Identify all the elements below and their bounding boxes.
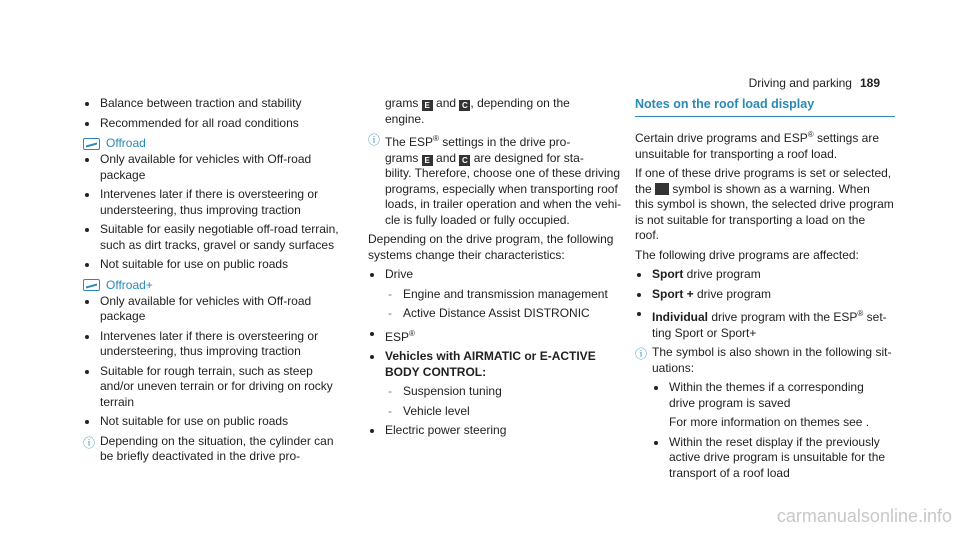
- note-cylinder: ⓘ Depending on the situation, the cylinder can be briefly deactivated in the drive pro-: [83, 433, 334, 463]
- list-item-cont: BODY CONTROL:: [385, 364, 487, 379]
- list-item: Only available for vehicles with Off-road: [83, 152, 353, 168]
- note-symbol: ⓘ The symbol is also shown in the following sit- uations: Within the themes if a corresponding drive program is saved For more information on themes see . Within the reset display if the previously active drive program is unsuitable for the transport of a roof load: [635, 345, 895, 481]
- c-key-icon: C: [459, 155, 470, 166]
- list-item: Electric power steering: [368, 423, 608, 439]
- list-item: Intervenes later if there is oversteering or: [83, 187, 353, 203]
- sub-item: - Active Distance Assist DISTRONIC: [368, 306, 608, 322]
- info-icon: ⓘ: [635, 347, 648, 361]
- list-item: Within the reset display if the previously: [652, 435, 895, 451]
- list-item: Not suitable for use on public roads: [83, 257, 353, 273]
- sub-item: - Suspension tuning: [368, 384, 608, 400]
- paragraph: Depending on the drive program, the following: [368, 232, 614, 246]
- list-item: Within the themes if a corresponding: [652, 380, 895, 396]
- list-item-cont: terrain: [100, 394, 135, 409]
- offroad-heading: Offroad: [83, 135, 353, 152]
- list-item-cont: and/or uneven terrain or for driving on rocky: [100, 379, 333, 393]
- list-item-cont: such as dirt tracks, gravel or sandy surfaces: [100, 237, 335, 252]
- list-item: Suitable for rough terrain, such as steep: [83, 364, 353, 380]
- list-item: Intervenes later if there is oversteering or: [83, 329, 353, 345]
- sub-item: - Engine and transmission management: [368, 287, 608, 303]
- page-number: 189: [859, 76, 880, 90]
- list-item: Not suitable for use on public roads: [83, 414, 353, 430]
- column-3: Notes on the roof load display Certain drive programs and ESP® settings are unsuitable for transporting a roof load. If one of these drive programs is set or selected, the symbol is shown as a warning. When this symbol is shown, the selected drive program is not suitable for transporting a load on the roof. The following drive programs are affected: Sport drive program Sport + drive program Individual drive program with the ESP® set- ting Sport or Sport+ ⓘ The symbol is also shown in the following sit- uations: Within the themes if a corresponding drive program is saved For more information on themes see . Within the reset display if the previously active drive program is unsuitable for the transport of a roof load: [635, 97, 894, 480]
- page-header: [749, 76, 880, 90]
- list-item: Individual drive program with the ESP® set-: [635, 306, 895, 326]
- list-item: Balance between traction and stability: [83, 96, 353, 112]
- sub-item: - Vehicle level: [368, 404, 608, 420]
- list-item: Recommended for all road conditions: [83, 116, 353, 132]
- offroad-plus-icon: [83, 279, 100, 291]
- watermark: carmanualsonline.info: [776, 506, 952, 526]
- info-icon: ⓘ: [368, 133, 381, 147]
- list-item-cont: understeering, thus improving traction: [100, 202, 301, 217]
- c-key-icon: C: [459, 100, 470, 111]
- offroad-icon: [83, 138, 100, 150]
- list-item: ESP®: [368, 326, 608, 346]
- list-item-cont: package: [100, 309, 146, 323]
- roof-load-warning-icon: [655, 183, 669, 195]
- column-2: grams E and C , depending on the engine. ⓘ The ESP® settings in the drive pro- grams E and C are designed for sta- bility. Therefore, choose one of these driving programs, especially when transporting roof loads, in trailer operation and when the vehi- cle is fully loaded or fully occupied. Depending on the drive program, the following systems change their characteristics: Drive - Engine and transmission management - Active Distance Assist DISTRONIC ESP® Vehicles with AIRMATIC or E-ACTIVE BODY CONTROL: - Suspension tuning - Vehicle level Electric power steering: [368, 96, 608, 439]
- list-item: Only available for vehicles with Off-road: [83, 294, 353, 310]
- note-continuation: grams E and C , depending on the: [385, 96, 570, 110]
- paragraph: systems change their characteristics:: [368, 247, 565, 262]
- list-item: Sport + drive program: [635, 287, 895, 303]
- list-item-cont: understeering, thus improving traction: [100, 344, 301, 358]
- paragraph: Certain drive programs and ESP® settings are: [635, 130, 880, 145]
- list-item: Sport drive program: [635, 267, 895, 283]
- note-esp: ⓘ The ESP® settings in the drive pro- grams E and C are designed for sta- bility. Therefore, choose one of these driving programs, especially when transporting roof loads, in trailer operation and when the vehi- cle is fully loaded or fully occupied.: [368, 133, 622, 227]
- list-item: Vehicles with AIRMATIC or E-ACTIVE: [368, 349, 608, 365]
- list-item: Suitable for easily negotiable off-road terrain,: [83, 222, 353, 238]
- offroadplus-heading: Offroad+: [83, 277, 353, 294]
- section-name: Driving and parking: [748, 76, 852, 90]
- list-item-cont: package: [100, 167, 146, 182]
- info-icon: ⓘ: [83, 435, 96, 450]
- section-title: Notes on the roof load display: [635, 96, 895, 117]
- e-key-icon: E: [422, 100, 433, 111]
- list-item: Drive: [368, 267, 608, 283]
- column-1: [83, 96, 353, 465]
- e-key-icon: E: [422, 155, 433, 166]
